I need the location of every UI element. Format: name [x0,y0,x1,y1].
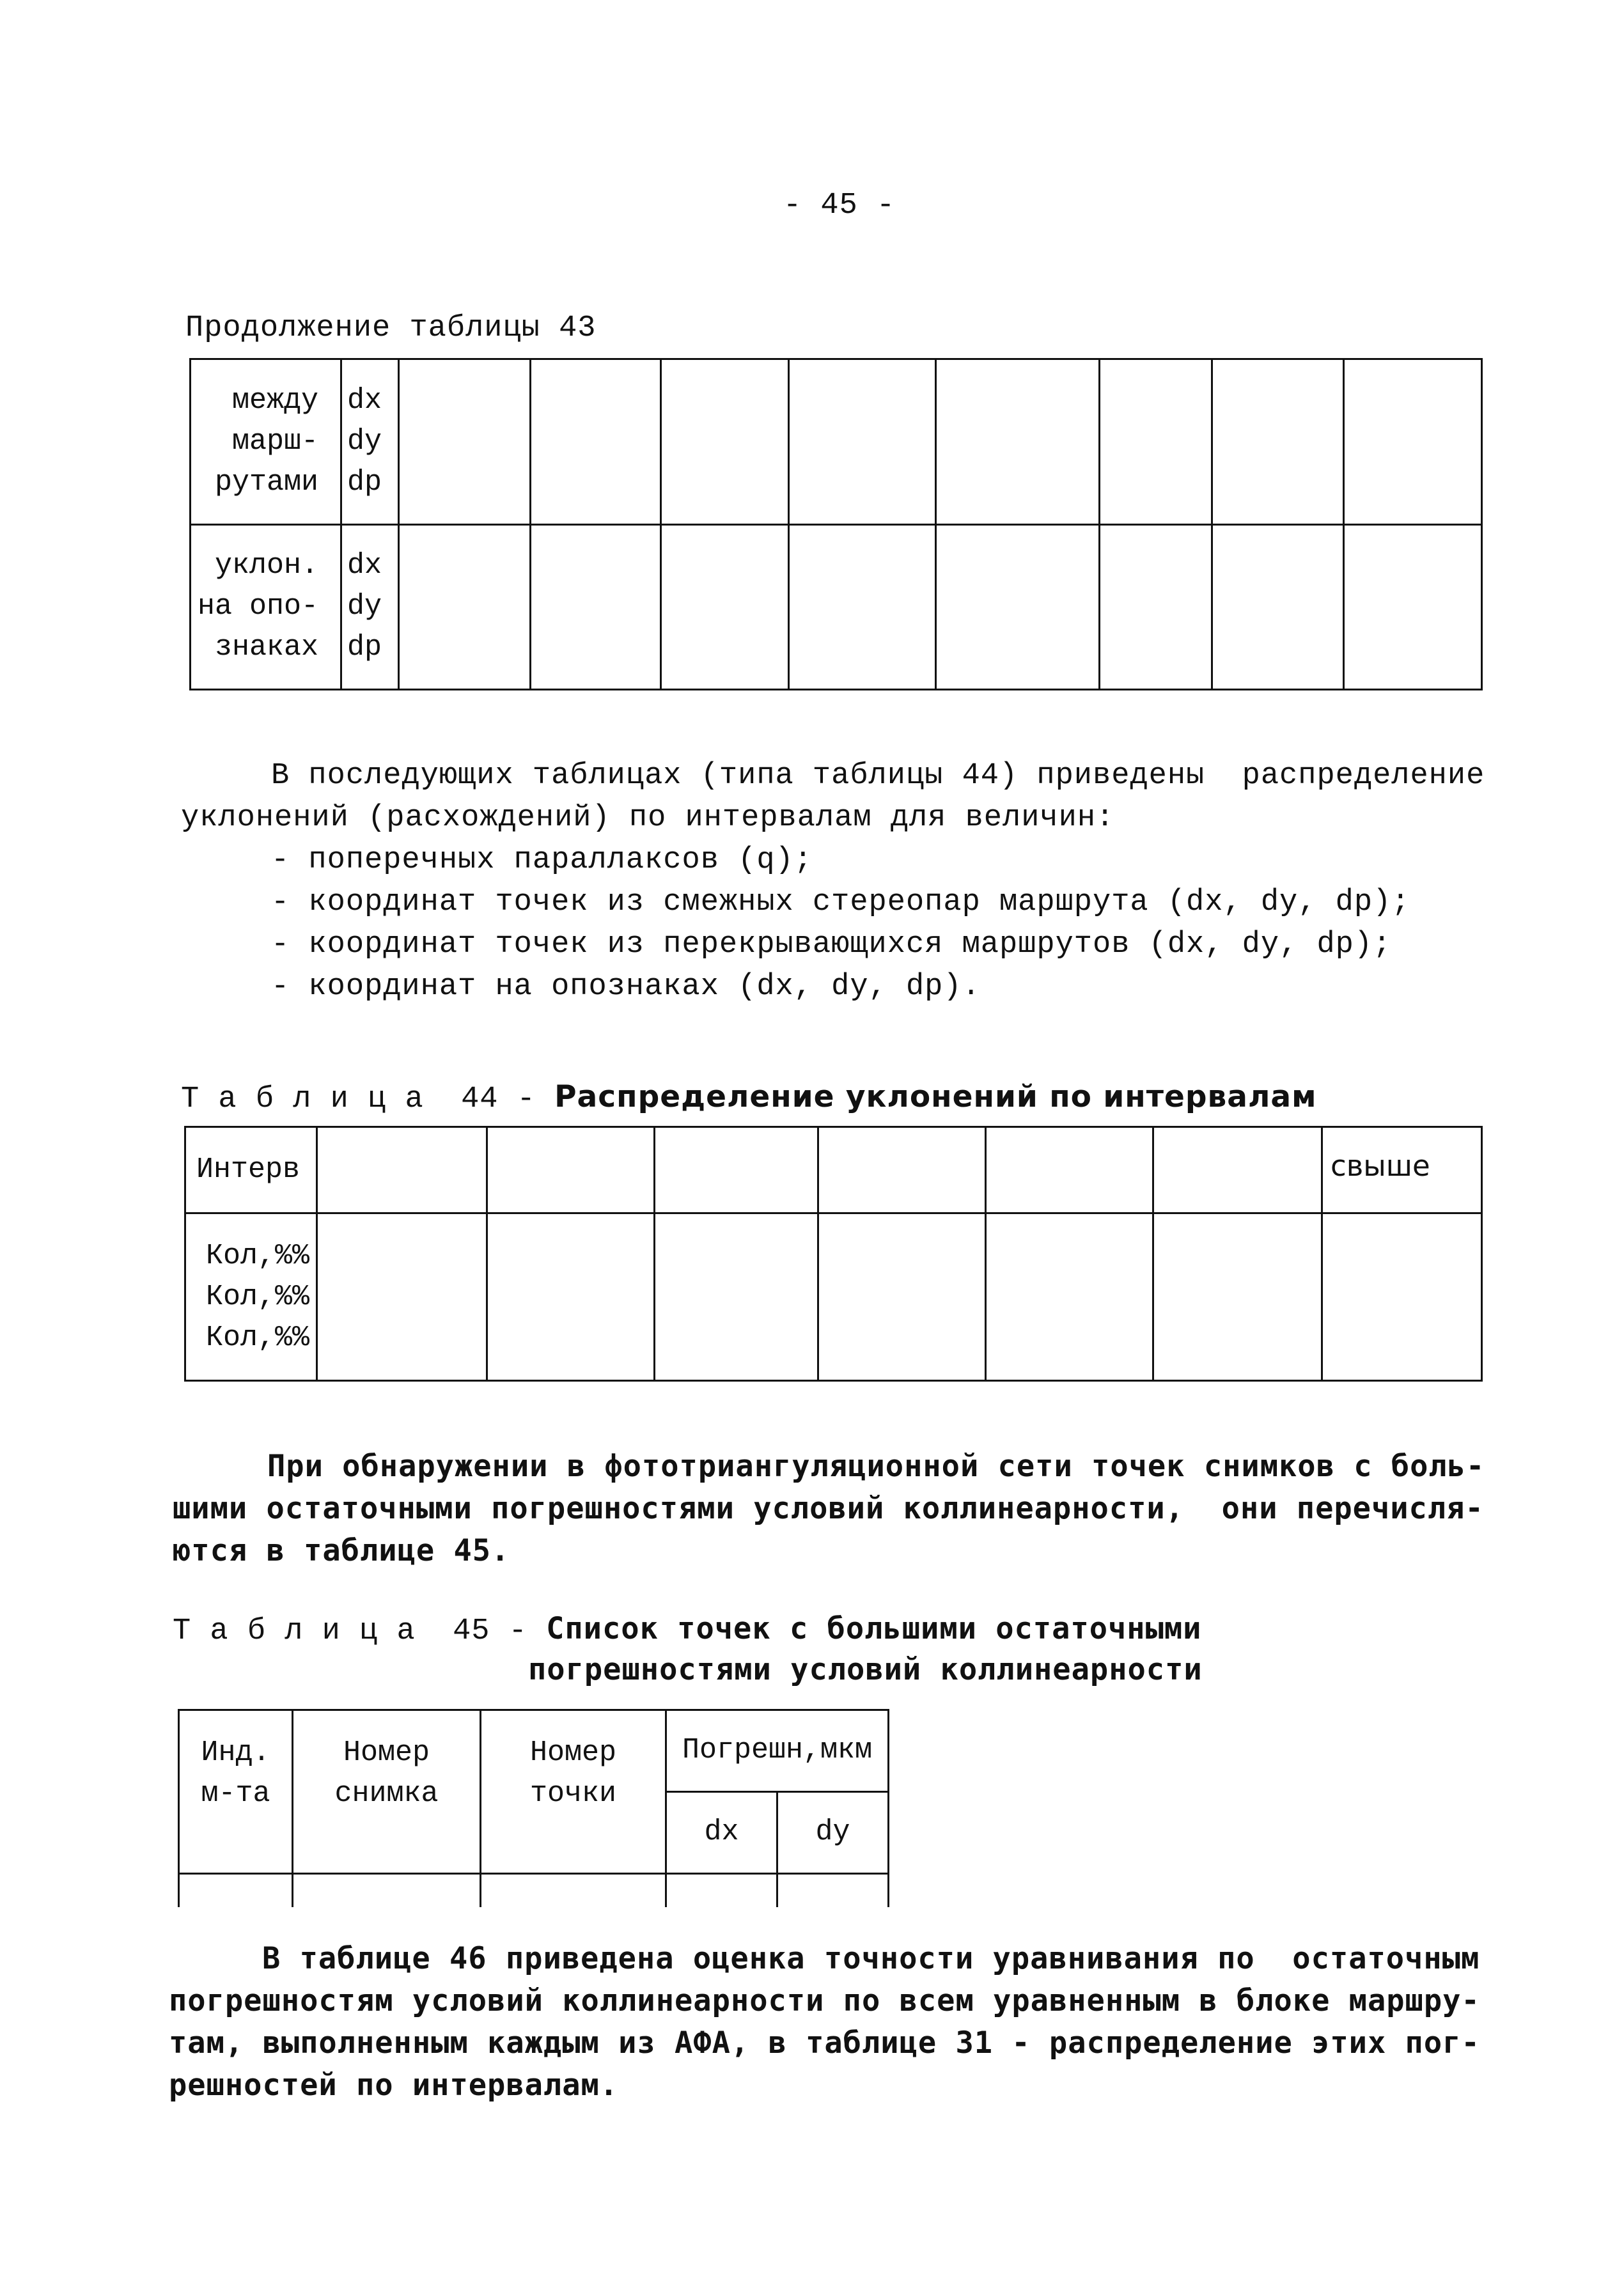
table-cell [1153,1127,1322,1213]
header-error: Погрешн,мкм [666,1710,889,1792]
table-row [179,1873,889,1907]
table-cell [936,524,1100,690]
table-cell [818,1127,986,1213]
table-44-caption-title: Распределение уклонений по интервалам [554,1079,1317,1114]
table-cell [1344,524,1482,690]
table-43 [189,358,1483,690]
paragraph-3-line-4: решностей по интервалам. [169,2068,619,2103]
header-dx: dx [666,1791,777,1873]
table-row [191,524,1482,690]
row-params: dx dy dp [341,524,399,690]
table-cell [1344,359,1482,525]
table-44-caption [181,1077,1317,1120]
table-row [185,1213,1482,1381]
table-row [185,1127,1482,1213]
table-cell [1322,1213,1482,1381]
table-cell [1100,359,1212,525]
table-43-caption: Продолжение таблицы 43 [185,311,597,345]
table-45-caption-line-1: Список точек с большими остаточными [546,1611,1202,1646]
paragraph-2-line-3: ются в таблице 45. [173,1533,510,1568]
table-45 [178,1709,889,1907]
table-cell [1153,1213,1322,1381]
table-44 [184,1126,1483,1382]
table-cell [777,1873,889,1907]
table-cell [1212,359,1344,525]
table-cell [487,1213,655,1381]
paragraph-2-line-1: При обнаружении в фототриангуляционной сети точек снимков с боль- [267,1449,1485,1484]
header-image-number: Номер снимка [293,1710,481,1874]
table-cell [317,1127,487,1213]
table-cell [1100,524,1212,690]
table-cell [487,1127,655,1213]
table-cell [986,1213,1153,1381]
table-cell [789,359,936,525]
paragraph-3-line-2: погрешностям условий коллинеарности по всем уравненным в блоке маршру- [169,1983,1480,2018]
table-row [191,359,1482,525]
table-45-caption-prefix: Т а б л и ц а 45 - [173,1614,547,1648]
table-cell [936,359,1100,525]
table-row [179,1710,889,1792]
row-label: Кол,%% Кол,%% Кол,%% [185,1213,317,1381]
table-cell [1212,524,1344,690]
table-cell [399,524,531,690]
table-cell [399,359,531,525]
table-cell [666,1873,777,1907]
header-dy: dy [777,1791,889,1873]
page-number: - 45 - [783,189,896,222]
list-item: - координат точек из перекрывающихся маршрутов (dx, dy, dp); [271,928,1392,962]
table-cell [655,1213,818,1381]
list-item: - поперечных параллаксов (q); [271,843,813,877]
row-label: между марш- рутами [191,359,341,525]
table-cell [986,1127,1153,1213]
table-cell [293,1873,481,1907]
table-cell [661,359,789,525]
table-45-caption [173,1609,1201,1652]
header-above: свыше [1322,1127,1482,1213]
table-cell [661,524,789,690]
paragraph-1-line-1: В последующих таблицах (типа таблицы 44) приведены распределение [271,759,1485,793]
table-cell [481,1873,666,1907]
list-item: - координат точек из смежных стереопар маршрута (dx, dy, dp); [271,885,1410,919]
row-label: уклон. на опо- знаках [191,524,341,690]
table-45-caption-line-2: погрешностями условий коллинеарности [528,1652,1203,1687]
header-interval: Интерв [185,1127,317,1213]
table-cell [531,524,661,690]
header-point-number: Номер точки [481,1710,666,1874]
row-params: dx dy dp [341,359,399,525]
table-cell [655,1127,818,1213]
table-cell [818,1213,986,1381]
paragraph-3-line-3: там, выполненным каждым из АФА, в таблице 31 - распределение этих пог- [169,2025,1480,2061]
paragraph-1-line-2: уклонений (расхождений) по интервалам для величин: [181,801,1115,835]
table-cell [179,1873,293,1907]
table-cell [531,359,661,525]
table-cell [789,524,936,690]
paragraph-2-line-2: шими остаточными погрешностями условий коллинеарности, они перечисля- [173,1491,1484,1526]
table-44-caption-prefix: Т а б л и ц а 44 - [181,1082,555,1116]
table-cell [317,1213,487,1381]
list-item: - координат на опознаках (dx, dy, dp). [271,970,981,1004]
header-index: Инд. м-та [179,1710,293,1874]
paragraph-3-line-1: В таблице 46 приведена оценка точности уравнивания по остаточным [262,1941,1480,1976]
